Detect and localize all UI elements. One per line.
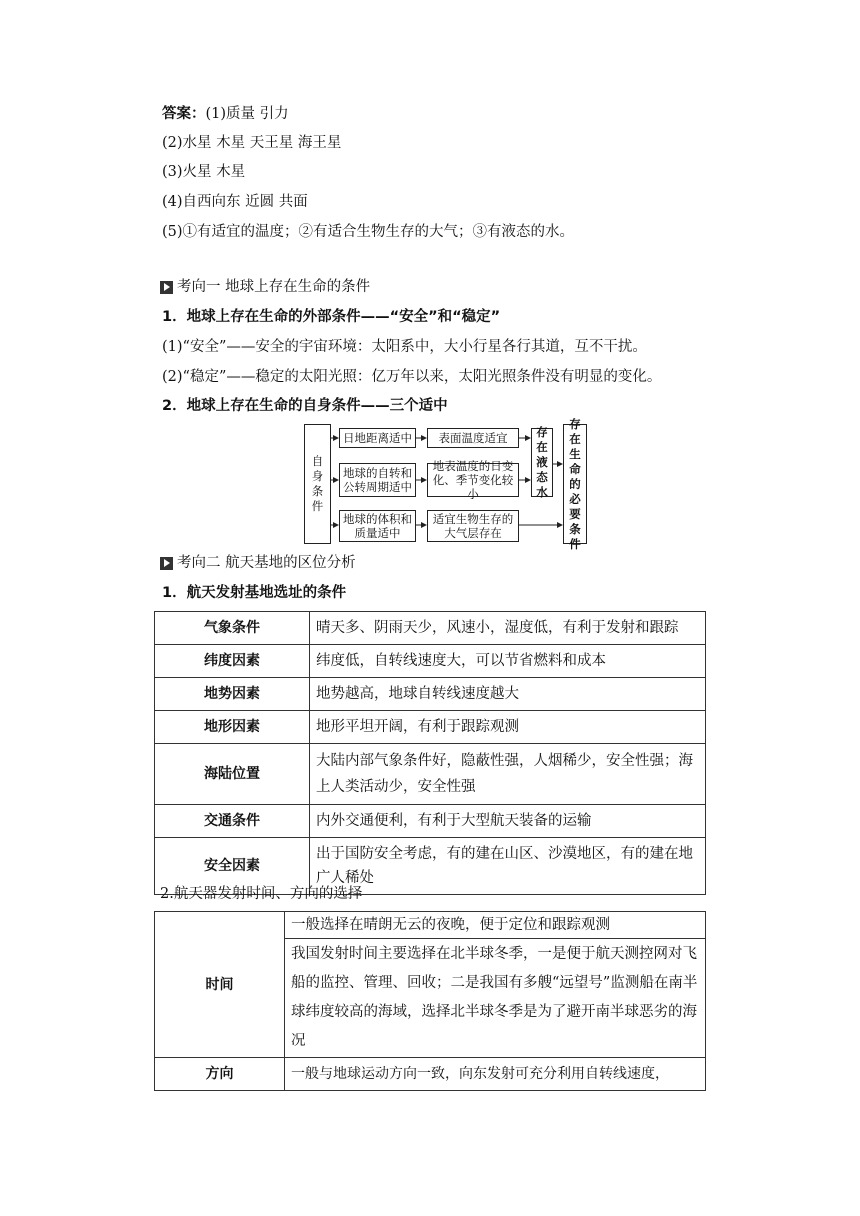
answer-line-1-text: (1)质量 引力 [205,106,289,122]
necessary-conditions-char: 件 [569,536,581,551]
section1-point-3: (2)“稳定”——稳定的太阳光照：亿万年以来，太阳光照条件没有明显的变化。 [162,369,662,385]
necessary-conditions-char: 的 [569,476,581,491]
table-key-cell: 地形因素 [155,711,310,744]
necessary-conditions-char: 命 [569,461,581,476]
answer-line-5: (5)①有适宜的温度；②有适合生物生存的大气；③有液态的水。 [162,224,575,240]
self-conditions-char: 件 [311,499,324,513]
liquid-water-char: 液 [536,455,548,469]
table-value-cell: 大陆内部气象条件好，隐蔽性强，人烟稀少，安全性强；海上人类活动少，安全性强 [310,744,706,805]
direction-value: 一般与地球运动方向一致，向东发射可充分利用自转线速度， [285,1058,706,1091]
table-value-cell: 出于国防安全考虑，有的建在山区、沙漠地区，有的建在地广人稀处 [310,838,706,895]
necessary-conditions-char: 要 [569,506,581,521]
table-row [155,805,706,838]
table-value-cell: 晴天多、阴雨天少，风速小，湿度低，有利于发射和跟踪 [310,612,706,645]
diagram-row3-b: 适宜生物生存的大气层存在 [427,510,519,542]
liquid-water-char: 态 [536,470,548,484]
liquid-water-char: 水 [536,485,548,499]
self-conditions-char: 条 [311,484,324,498]
self-conditions-char: 身 [311,469,324,483]
section1-point-2: (1)“安全”——安全的宇宙环境：太阳系中，大小行星各行其道，互不干扰。 [162,339,647,355]
table-key-cell: 地势因素 [155,678,310,711]
answer-line-2: (2)水星 木星 天王星 海王星 [162,135,342,151]
diagram-row1-a: 日地距离适中 [339,428,416,448]
section2-point-2: 2.航天器发射时间、方向的选择 [160,886,363,902]
table-row [155,645,706,678]
answer-line-1 [162,104,289,124]
answer-line-4: (4)自西向东 近圆 共面 [162,194,308,210]
necessary-conditions-char: 在 [569,431,581,446]
launch-time-direction-table [154,911,706,1091]
table-value-cell: 地势越高，地球自转线速度越大 [310,678,706,711]
answer-label: 答案： [162,106,206,122]
table-row [155,744,706,805]
section2-point-1: 1．航天发射基地选址的条件 [162,585,347,601]
diagram-row3-a: 地球的体积和质量适中 [339,510,416,542]
section1-point-4: 2．地球上存在生命的自身条件——三个适中 [162,398,448,414]
diagram-row1-b: 表面温度适宜 [427,428,519,448]
direction-key: 方向 [155,1058,285,1091]
table-key-cell: 安全因素 [155,838,310,895]
section1-heading-text: 考向一 地球上存在生命的条件 [177,279,371,295]
play-icon [160,281,173,294]
table-value-cell: 内外交通便利，有利于大型航天装备的运输 [310,805,706,838]
table-key-cell: 纬度因素 [155,645,310,678]
answer-line-3: (3)火星 木星 [162,164,246,180]
liquid-water-char: 在 [536,440,548,454]
table-row [155,711,706,744]
time-value-2: 我国发射时间主要选择在北半球冬季，一是便于航天测控网对飞船的监控、管理、回收；二是我国有多艘“远望号”监测船在南半球纬度较高的海域，选择北半球冬季是为了避开南半球恶劣的海况 [285,939,706,1058]
time-value-1: 一般选择在晴朗无云的夜晚，便于定位和跟踪观测 [285,912,706,939]
section2-heading [160,553,356,573]
necessary-conditions-char: 条 [569,521,581,536]
launch-site-table [154,611,706,895]
necessary-conditions-char: 必 [569,491,581,506]
table-key-cell: 交通条件 [155,805,310,838]
table-row [155,612,706,645]
diagram-row2-b: 地表温度的日变化、季节变化较小 [427,463,519,497]
table-value-cell: 纬度低，自转线速度大，可以节省燃料和成本 [310,645,706,678]
diagram-liquid-water [531,425,553,499]
time-key: 时间 [155,912,285,1058]
self-conditions-char: 自 [311,454,324,468]
section1-heading [160,277,370,297]
life-conditions-diagram [304,416,588,551]
liquid-water-char: 存 [536,425,548,439]
table-row [155,912,706,939]
diagram-necessary-conditions [563,416,587,551]
table-row [155,1058,706,1091]
play-icon [160,557,173,570]
table-key-cell: 气象条件 [155,612,310,645]
necessary-conditions-char: 生 [569,446,581,461]
table-value-cell: 地形平坦开阔，有利于跟踪观测 [310,711,706,744]
section2-heading-text: 考向二 航天基地的区位分析 [177,555,356,571]
diagram-row2-a: 地球的自转和公转周期适中 [339,463,416,497]
diagram-self-conditions [304,424,331,544]
necessary-conditions-char: 存 [569,416,581,431]
table-row [155,678,706,711]
section1-point-1: 1．地球上存在生命的外部条件——“安全”和“稳定” [162,309,501,325]
table-key-cell: 海陆位置 [155,744,310,805]
